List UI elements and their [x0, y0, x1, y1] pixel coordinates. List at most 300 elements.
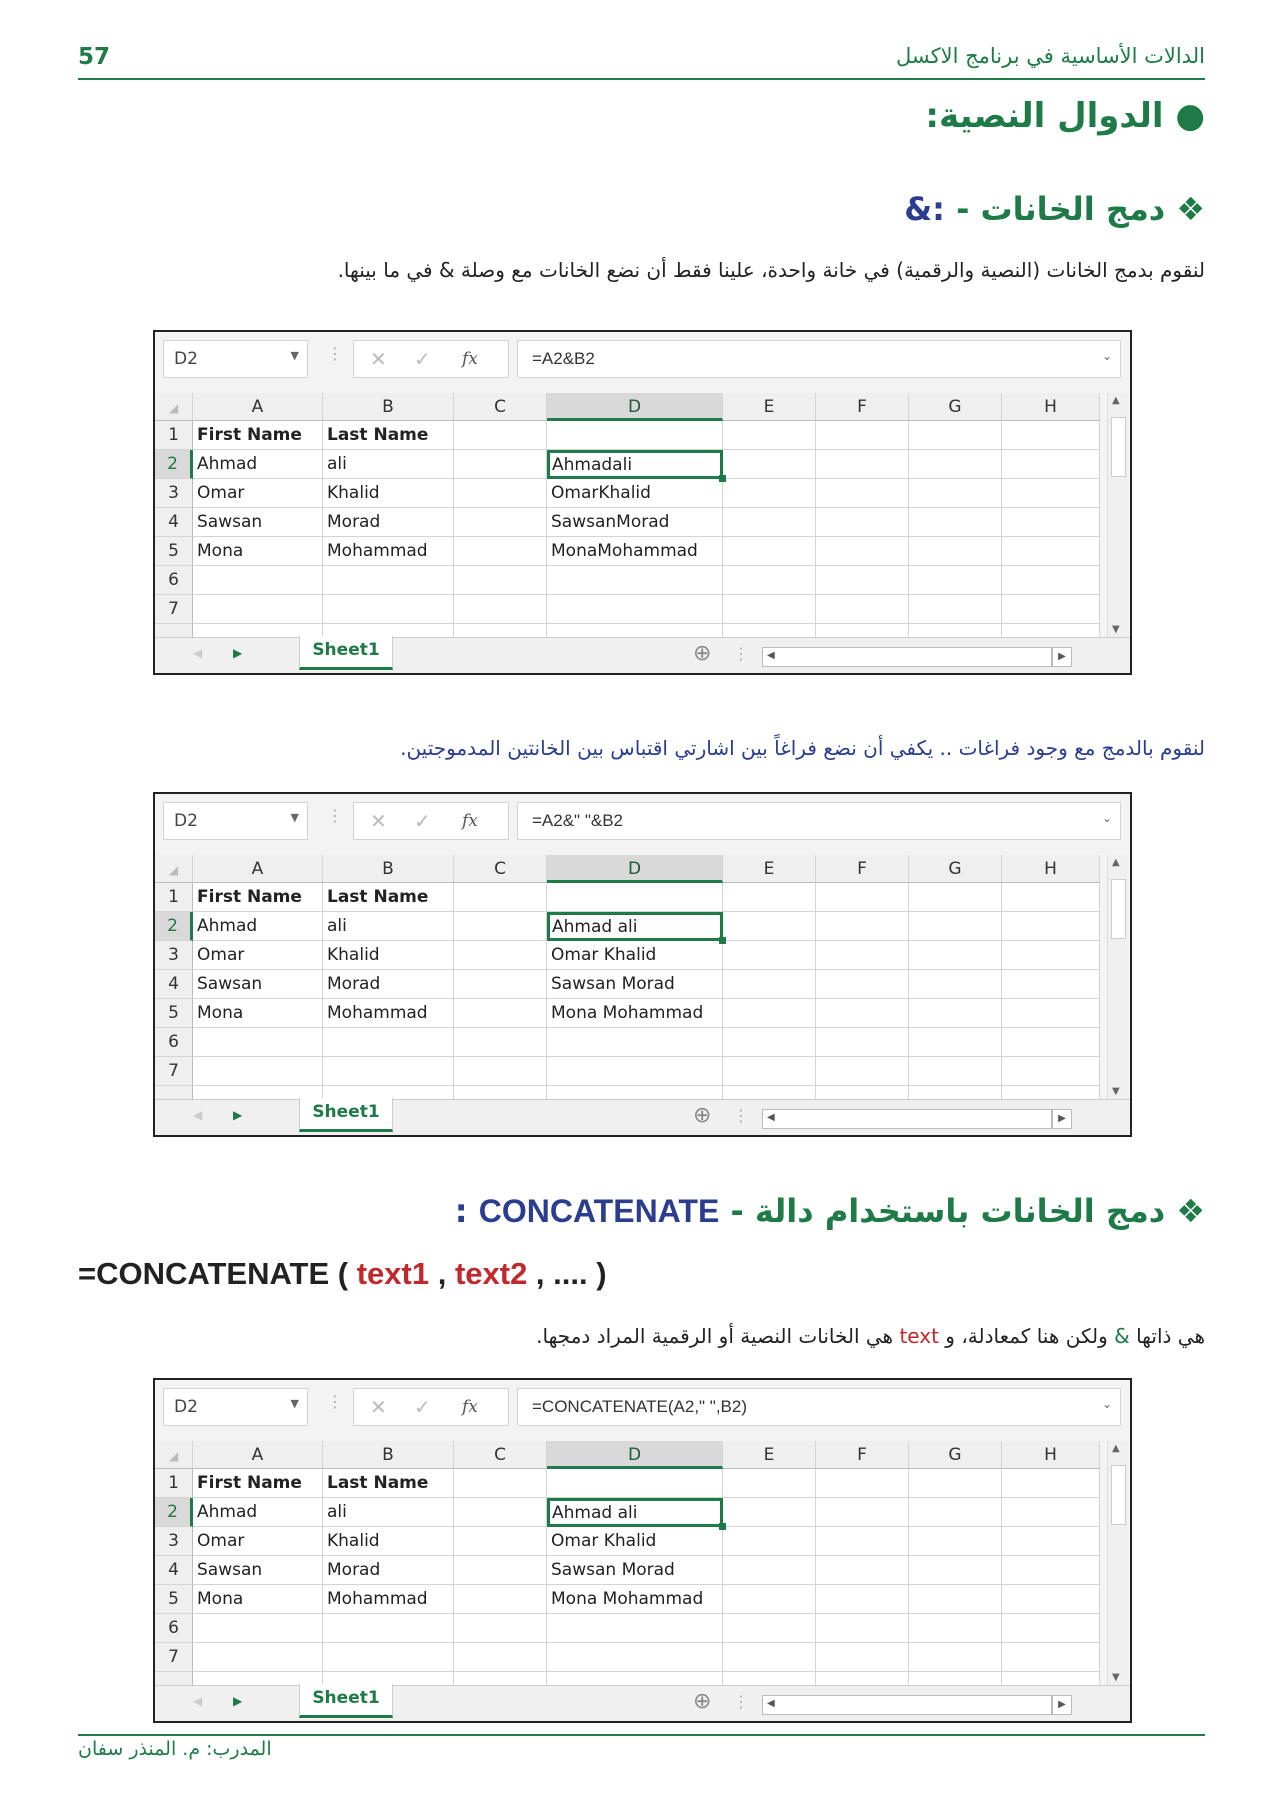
excel-screenshot-1	[153, 330, 1132, 675]
cell[interactable]	[816, 1028, 909, 1057]
row-header[interactable]: 1	[155, 883, 193, 912]
cell[interactable]	[1002, 1643, 1100, 1672]
row-header[interactable]: 6	[155, 566, 193, 595]
column-header[interactable]: A	[193, 393, 323, 421]
column-header[interactable]: A	[193, 1441, 323, 1469]
enter-check-icon[interactable]: ✓	[414, 1395, 431, 1419]
dropdown-arrow-icon[interactable]: ▼	[290, 349, 299, 362]
sheet-tab[interactable]: Sheet1	[299, 1098, 393, 1132]
cell[interactable]: Ahmad ali	[547, 1498, 723, 1527]
select-all-corner[interactable]: ◢	[155, 1441, 193, 1469]
select-all-corner[interactable]: ◢	[155, 393, 193, 421]
cell[interactable]	[1002, 450, 1100, 479]
column-header[interactable]: B	[323, 393, 454, 421]
column-header[interactable]: B	[323, 1441, 454, 1469]
scroll-right-icon[interactable]: ▶	[1052, 1109, 1072, 1129]
grip-icon: ⋮	[327, 806, 343, 825]
cell[interactable]	[1002, 883, 1100, 912]
subheading-text: دمج الخانات باستخدام دالة -	[719, 1192, 1166, 1230]
cell[interactable]	[723, 450, 816, 479]
name-box-value: D2	[174, 811, 198, 831]
insert-function-icon[interactable]: fx	[462, 811, 478, 831]
cell[interactable]: Ahmadali	[547, 450, 723, 479]
row-header[interactable]: 4	[155, 970, 193, 999]
cell[interactable]	[1002, 1057, 1100, 1086]
next-sheet-icon[interactable]: ▶	[233, 1694, 243, 1708]
cell[interactable]: Mohammad	[323, 1585, 454, 1614]
column-header[interactable]: G	[909, 393, 1002, 421]
column-header[interactable]: F	[816, 393, 909, 421]
cell[interactable]: Sawsan	[193, 970, 323, 999]
add-sheet-icon[interactable]: ⊕	[693, 641, 712, 666]
formula-text: =CONCATENATE(A2," ",B2)	[532, 1397, 748, 1416]
cell[interactable]	[723, 1469, 816, 1498]
cell[interactable]	[547, 421, 723, 450]
cell[interactable]	[454, 970, 547, 999]
cell[interactable]	[454, 1028, 547, 1057]
horizontal-scrollbar[interactable]	[762, 647, 1052, 667]
dropdown-arrow-icon[interactable]: ▼	[290, 811, 299, 824]
cell[interactable]	[909, 1527, 1002, 1556]
cell[interactable]	[454, 1556, 547, 1585]
cell[interactable]	[454, 450, 547, 479]
grip-icon: ⋮	[733, 1692, 749, 1711]
fill-handle[interactable]	[719, 1523, 726, 1530]
cell[interactable]	[323, 595, 454, 624]
cell[interactable]: Omar	[193, 479, 323, 508]
cell[interactable]	[454, 999, 547, 1028]
cell[interactable]	[816, 1614, 909, 1643]
row-header[interactable]: 1	[155, 1469, 193, 1498]
cell[interactable]	[723, 1643, 816, 1672]
formula-input[interactable]	[517, 1388, 1121, 1426]
cell[interactable]: Mohammad	[323, 537, 454, 566]
cell[interactable]	[816, 1527, 909, 1556]
cell[interactable]	[909, 1498, 1002, 1527]
scroll-down-icon[interactable]: ▼	[1112, 624, 1120, 635]
cell[interactable]	[816, 450, 909, 479]
name-box[interactable]	[163, 340, 308, 378]
cell[interactable]	[816, 1498, 909, 1527]
cell[interactable]	[909, 479, 1002, 508]
cell[interactable]	[323, 1028, 454, 1057]
row-header[interactable]: 5	[155, 537, 193, 566]
cell[interactable]	[909, 883, 1002, 912]
row-header[interactable]: 7	[155, 1643, 193, 1672]
fill-handle[interactable]	[719, 937, 726, 944]
scroll-down-icon[interactable]: ▼	[1112, 1672, 1120, 1683]
cell[interactable]	[816, 421, 909, 450]
subheading-ampersand	[904, 190, 1205, 228]
cell[interactable]	[454, 912, 547, 941]
column-header[interactable]: H	[1002, 1441, 1100, 1469]
formula-input[interactable]	[517, 340, 1121, 378]
cell[interactable]	[909, 566, 1002, 595]
cell[interactable]	[454, 1527, 547, 1556]
row-header[interactable]: 6	[155, 1614, 193, 1643]
cell[interactable]	[1002, 537, 1100, 566]
column-header[interactable]: H	[1002, 393, 1100, 421]
ampersand: &	[1114, 1324, 1130, 1348]
cell[interactable]	[909, 999, 1002, 1028]
colon: :	[454, 1192, 468, 1230]
cell[interactable]: Mona	[193, 537, 323, 566]
cell[interactable]: Sawsan Morad	[547, 1556, 723, 1585]
cell[interactable]	[723, 1556, 816, 1585]
prev-sheet-icon[interactable]: ◀	[193, 646, 203, 660]
insert-function-icon[interactable]: fx	[462, 1397, 478, 1417]
text-part: ولكن هنا كمعادلة، و	[938, 1324, 1115, 1348]
scroll-thumb[interactable]	[1111, 879, 1126, 939]
cell[interactable]	[193, 1057, 323, 1086]
text-part: هي الخانات النصية أو الرقمية المراد دمجها.	[536, 1324, 900, 1348]
expand-chevron-icon[interactable]: ⌄	[1101, 349, 1112, 363]
cell[interactable]: Omar	[193, 941, 323, 970]
cell[interactable]: First Name	[193, 1469, 323, 1498]
cancel-icon[interactable]: ✕	[370, 809, 387, 833]
cell[interactable]	[909, 1556, 1002, 1585]
name-box[interactable]	[163, 1388, 308, 1426]
cell[interactable]	[1002, 999, 1100, 1028]
cell[interactable]	[547, 1643, 723, 1672]
cell[interactable]: Last Name	[323, 1469, 454, 1498]
cell[interactable]	[816, 1643, 909, 1672]
cell[interactable]: ali	[323, 1498, 454, 1527]
scroll-up-icon[interactable]: ▲	[1112, 1443, 1120, 1454]
prev-sheet-icon[interactable]: ◀	[193, 1694, 203, 1708]
syntax-formula	[78, 1256, 607, 1292]
cell[interactable]	[1002, 941, 1100, 970]
prev-sheet-icon[interactable]: ◀	[193, 1108, 203, 1122]
row-header[interactable]: 4	[155, 1556, 193, 1585]
cell[interactable]	[323, 1614, 454, 1643]
cell[interactable]	[723, 537, 816, 566]
cell[interactable]: Omar Khalid	[547, 1527, 723, 1556]
cell[interactable]	[454, 421, 547, 450]
column-header[interactable]: C	[454, 1441, 547, 1469]
cell[interactable]	[723, 595, 816, 624]
cancel-icon[interactable]: ✕	[370, 347, 387, 371]
cell[interactable]	[547, 1028, 723, 1057]
cell[interactable]	[723, 970, 816, 999]
cell[interactable]	[1002, 421, 1100, 450]
cell[interactable]: ali	[323, 912, 454, 941]
enter-check-icon[interactable]: ✓	[414, 809, 431, 833]
scroll-right-icon[interactable]: ▶	[1052, 647, 1072, 667]
cell[interactable]	[909, 537, 1002, 566]
cell[interactable]: Ahmad	[193, 912, 323, 941]
cell[interactable]: Omar Khalid	[547, 941, 723, 970]
cell[interactable]	[816, 537, 909, 566]
cell[interactable]	[816, 912, 909, 941]
cell[interactable]	[816, 566, 909, 595]
insert-function-icon[interactable]: fx	[462, 349, 478, 369]
scroll-right-icon[interactable]: ▶	[1052, 1695, 1072, 1715]
row-header[interactable]: 5	[155, 1585, 193, 1614]
cell[interactable]	[193, 1028, 323, 1057]
cell[interactable]: First Name	[193, 883, 323, 912]
column-header[interactable]: E	[723, 393, 816, 421]
excel-screenshot-3	[153, 1378, 1132, 1723]
formula-input[interactable]	[517, 802, 1121, 840]
scroll-left-icon[interactable]: ◀	[767, 650, 775, 661]
cell[interactable]	[723, 566, 816, 595]
cancel-icon[interactable]: ✕	[370, 1395, 387, 1419]
paragraph-2: لنقوم بالدمج مع وجود فراغات .. يكفي أن نضع فراغاً بين اشارتي اقتباس بين الخانتين المدموجتين.	[400, 736, 1205, 760]
cell[interactable]	[816, 508, 909, 537]
column-header[interactable]: D	[547, 855, 723, 883]
worksheet-grid	[155, 1441, 1100, 1685]
column-header[interactable]: G	[909, 1441, 1002, 1469]
sheet-tab-bar	[155, 1099, 1130, 1135]
cell[interactable]	[816, 941, 909, 970]
cell[interactable]	[909, 941, 1002, 970]
cell[interactable]	[454, 941, 547, 970]
worksheet-grid	[155, 855, 1100, 1099]
cell[interactable]	[323, 1643, 454, 1672]
scroll-up-icon[interactable]: ▲	[1112, 395, 1120, 406]
cell[interactable]	[816, 595, 909, 624]
cell[interactable]	[723, 941, 816, 970]
cell[interactable]	[1002, 912, 1100, 941]
vertical-scrollbar[interactable]	[1107, 393, 1128, 637]
cell[interactable]	[454, 566, 547, 595]
cell[interactable]	[1002, 566, 1100, 595]
select-all-corner[interactable]: ◢	[155, 855, 193, 883]
cell[interactable]: Morad	[323, 970, 454, 999]
cell[interactable]	[454, 508, 547, 537]
cell[interactable]	[547, 883, 723, 912]
enter-check-icon[interactable]: ✓	[414, 347, 431, 371]
cell[interactable]	[1002, 1469, 1100, 1498]
cell[interactable]	[909, 1057, 1002, 1086]
cell[interactable]: Sawsan Morad	[547, 970, 723, 999]
row-header[interactable]: 5	[155, 999, 193, 1028]
cell[interactable]: SawsanMorad	[547, 508, 723, 537]
cell[interactable]	[547, 1469, 723, 1498]
cell[interactable]: Morad	[323, 1556, 454, 1585]
cell[interactable]	[454, 883, 547, 912]
fill-handle[interactable]	[719, 475, 726, 482]
cell[interactable]: Mona	[193, 999, 323, 1028]
cell[interactable]	[454, 479, 547, 508]
cell[interactable]	[723, 912, 816, 941]
cell[interactable]	[723, 421, 816, 450]
column-header[interactable]: D	[547, 1441, 723, 1469]
row-header[interactable]: 2	[155, 450, 193, 479]
cell[interactable]: Omar	[193, 1527, 323, 1556]
vertical-scrollbar[interactable]	[1107, 855, 1128, 1099]
cell[interactable]	[909, 1028, 1002, 1057]
cell[interactable]	[909, 508, 1002, 537]
cell[interactable]: Ahmad	[193, 450, 323, 479]
row-header[interactable]: 6	[155, 1028, 193, 1057]
cell[interactable]	[909, 1585, 1002, 1614]
cell[interactable]: Last Name	[323, 883, 454, 912]
cell[interactable]	[723, 508, 816, 537]
formula-buttons	[353, 802, 509, 840]
expand-chevron-icon[interactable]: ⌄	[1101, 811, 1112, 825]
text-keyword: text	[899, 1324, 939, 1348]
cell[interactable]	[454, 595, 547, 624]
row-header[interactable]: 7	[155, 595, 193, 624]
cell[interactable]	[1002, 1527, 1100, 1556]
column-header[interactable]: E	[723, 855, 816, 883]
cell[interactable]	[193, 595, 323, 624]
cell[interactable]	[454, 1585, 547, 1614]
cell[interactable]	[723, 479, 816, 508]
cell[interactable]	[816, 1556, 909, 1585]
cell[interactable]	[723, 1614, 816, 1643]
cell[interactable]	[454, 1643, 547, 1672]
scroll-left-icon[interactable]: ◀	[767, 1698, 775, 1709]
subheading-text: دمج الخانات -	[944, 190, 1166, 228]
cell[interactable]	[909, 450, 1002, 479]
row-header[interactable]: 2	[155, 912, 193, 941]
cell[interactable]: Sawsan	[193, 1556, 323, 1585]
cell[interactable]	[909, 970, 1002, 999]
cell[interactable]: Sawsan	[193, 508, 323, 537]
expand-chevron-icon[interactable]: ⌄	[1101, 1397, 1112, 1411]
cell[interactable]	[909, 1614, 1002, 1643]
cell[interactable]	[909, 912, 1002, 941]
cell[interactable]: Last Name	[323, 421, 454, 450]
column-header[interactable]: D	[547, 393, 723, 421]
cell[interactable]	[1002, 508, 1100, 537]
column-header[interactable]: G	[909, 855, 1002, 883]
cell[interactable]: Mona Mohammad	[547, 999, 723, 1028]
cell[interactable]	[1002, 1585, 1100, 1614]
cell[interactable]: Morad	[323, 508, 454, 537]
scroll-down-icon[interactable]: ▼	[1112, 1086, 1120, 1097]
cell[interactable]	[193, 1643, 323, 1672]
scroll-thumb[interactable]	[1111, 1465, 1126, 1525]
cell[interactable]	[909, 1469, 1002, 1498]
row-header[interactable]: 3	[155, 941, 193, 970]
cell[interactable]	[723, 883, 816, 912]
cell[interactable]: Khalid	[323, 479, 454, 508]
cell[interactable]	[816, 970, 909, 999]
column-header[interactable]: E	[723, 1441, 816, 1469]
cell[interactable]	[1002, 1614, 1100, 1643]
cell[interactable]	[816, 1469, 909, 1498]
cell[interactable]	[547, 1057, 723, 1086]
cell[interactable]	[816, 883, 909, 912]
cell[interactable]	[723, 999, 816, 1028]
cell[interactable]	[547, 1614, 723, 1643]
ampersand-symbol: &:	[904, 190, 945, 228]
row-header[interactable]: 1	[155, 421, 193, 450]
cell[interactable]	[193, 566, 323, 595]
cell[interactable]	[547, 595, 723, 624]
cell[interactable]	[1002, 1498, 1100, 1527]
cell[interactable]: Ahmad	[193, 1498, 323, 1527]
name-box-value: D2	[174, 349, 198, 369]
row-header[interactable]: 2	[155, 1498, 193, 1527]
cell[interactable]: Mona Mohammad	[547, 1585, 723, 1614]
cell[interactable]	[909, 421, 1002, 450]
horizontal-scrollbar[interactable]	[762, 1109, 1052, 1129]
footer-rule	[78, 1734, 1205, 1736]
diamond-bullet-icon: ❖	[1176, 190, 1205, 228]
cell[interactable]	[1002, 479, 1100, 508]
cell[interactable]	[816, 1585, 909, 1614]
cell[interactable]	[193, 1614, 323, 1643]
cell[interactable]	[816, 999, 909, 1028]
cell[interactable]	[547, 566, 723, 595]
sheet-tab[interactable]: Sheet1	[299, 1684, 393, 1718]
name-box[interactable]	[163, 802, 308, 840]
dropdown-arrow-icon[interactable]: ▼	[290, 1397, 299, 1410]
cell[interactable]	[1002, 1556, 1100, 1585]
cell[interactable]: First Name	[193, 421, 323, 450]
cell[interactable]: Khalid	[323, 1527, 454, 1556]
column-header[interactable]: F	[816, 1441, 909, 1469]
row-header[interactable]: 7	[155, 1057, 193, 1086]
syntax-arg1: text1	[356, 1256, 430, 1291]
cell[interactable]: OmarKhalid	[547, 479, 723, 508]
formula-text: =A2&" "&B2	[532, 811, 623, 830]
cell[interactable]	[1002, 595, 1100, 624]
cell[interactable]	[1002, 1028, 1100, 1057]
row-header[interactable]: 3	[155, 1527, 193, 1556]
column-header[interactable]: C	[454, 855, 547, 883]
column-header[interactable]: F	[816, 855, 909, 883]
cell[interactable]	[454, 537, 547, 566]
cell[interactable]	[454, 1057, 547, 1086]
cell[interactable]	[1002, 970, 1100, 999]
column-header[interactable]: B	[323, 855, 454, 883]
cell[interactable]	[723, 1585, 816, 1614]
cell[interactable]: ali	[323, 450, 454, 479]
cell[interactable]	[723, 1527, 816, 1556]
cell[interactable]	[909, 595, 1002, 624]
cell[interactable]	[909, 1643, 1002, 1672]
scroll-up-icon[interactable]: ▲	[1112, 857, 1120, 868]
cell[interactable]: Khalid	[323, 941, 454, 970]
vertical-scrollbar[interactable]	[1107, 1441, 1128, 1685]
cell[interactable]	[816, 479, 909, 508]
scroll-left-icon[interactable]: ◀	[767, 1112, 775, 1123]
scroll-thumb[interactable]	[1111, 417, 1126, 477]
cell[interactable]	[723, 1057, 816, 1086]
cell[interactable]	[323, 1057, 454, 1086]
row-header[interactable]: 3	[155, 479, 193, 508]
sheet-tab[interactable]: Sheet1	[299, 636, 393, 670]
cell[interactable]	[723, 1028, 816, 1057]
add-sheet-icon[interactable]: ⊕	[693, 1103, 712, 1128]
next-sheet-icon[interactable]: ▶	[233, 1108, 243, 1122]
cell[interactable]	[816, 1057, 909, 1086]
column-header[interactable]: C	[454, 393, 547, 421]
cell[interactable]	[454, 1469, 547, 1498]
column-header[interactable]: A	[193, 855, 323, 883]
column-header[interactable]: H	[1002, 855, 1100, 883]
cell[interactable]	[723, 1498, 816, 1527]
add-sheet-icon[interactable]: ⊕	[693, 1689, 712, 1714]
excel-screenshot-2	[153, 792, 1132, 1137]
horizontal-scrollbar[interactable]	[762, 1695, 1052, 1715]
cell[interactable]: Mona	[193, 1585, 323, 1614]
cell[interactable]	[323, 566, 454, 595]
cell[interactable]	[454, 1498, 547, 1527]
cell[interactable]	[454, 1614, 547, 1643]
next-sheet-icon[interactable]: ▶	[233, 646, 243, 660]
cell[interactable]: Ahmad ali	[547, 912, 723, 941]
cell[interactable]: Mohammad	[323, 999, 454, 1028]
cell[interactable]: MonaMohammad	[547, 537, 723, 566]
row-header[interactable]: 4	[155, 508, 193, 537]
